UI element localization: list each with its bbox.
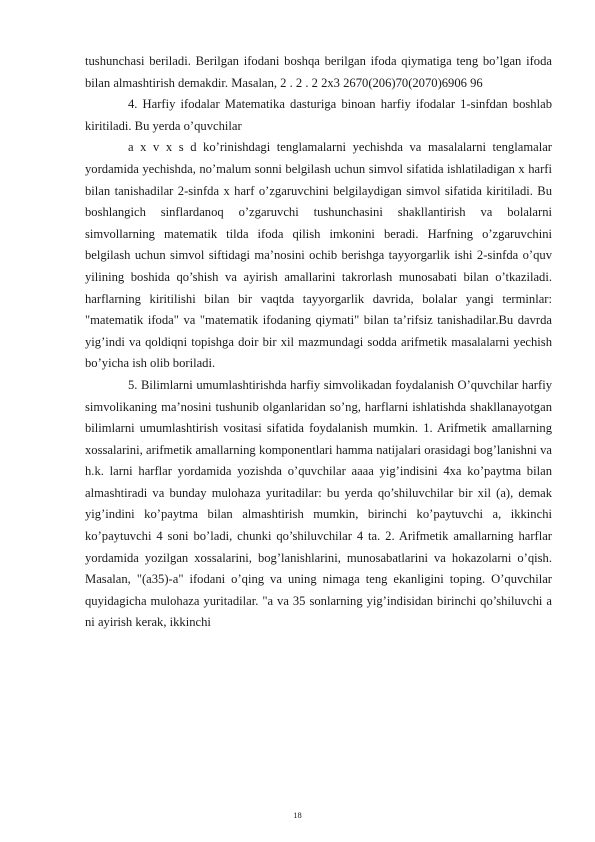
paragraph-4: 5. Bilimlarni umumlashtirishda harfiy simvolikadan foydalanish O’quvchilar harfiy simvolikaning ma’nosini tushunib olganlaridan so’ng, harflarni ishlatishda shakllanayotgan bilimlarni umumlashtirish vositasi sifatida foydalanish mumkin. 1. Arifmetik amallarning xossalarini, arifmetik amallarning komponentlari hamma natijalari orasidagi bog’lanishni va h.k. larni harflar yordamida yozishda o’quvchilar aaaa yig’indisini 4xa ko’paytma bilan almashtiradi va bunday mulohaza yuritadilar: bu yerda qo’shiluvchilar bir xil (a), demak yig’indini ko’paytma bilan almashtirish mumkin, birinchi ko’paytuvchi a, ikkinchi ko’paytuvchi 4 soni bo’ladi, chunki qo’shiluvchilar 4 ta. 2. Arifmetik amallarning harflar yordamida yozilgan xossalarini, bog’lanishlarini, munosabatlarini va hokazolarni o’qish. Masalan, "(a35)-a" ifodani o’qing va uning nimaga teng ekanligini toping. O’quvchilar quyidagicha mulohaza yuritadilar. "a va 35 sonlarning yig’indisidan birinchi qo’shiluvchi a ni ayirish kerak, ikkinchi	[85, 377, 552, 630]
body-text	[85, 51, 552, 634]
paragraph-3: a x v x s d ko’rinishdagi tenglamalarni yechishda va masalalarni tenglamalar yordamida yechishda, no’malum sonni belgilash uchun simvol sifatida ishlatiladigan x harfi bilan tanishadilar 2-sinfda x harf o’zgaruvchini belgilaydigan simvol sifatida kiritiladi. Bu boshlangich sinflardanoq o’zgaruvchi tushunchasini shakllantirish va bolalarni simvollarning matematik tilda ifoda qilish imkonini beradi. Harfning o’zgaruvchini belgilash uchun simvol siftidagi ma’nosini ochib berishga tayyorgarlik ishi 2-sinfda o’quv yilining boshida qo’shish va ayirish amallarini takrorlash munosabati bilan o’tkaziladi. harflarning kiritilishi bilan bir vaqtda tayyorgarlik davrida, bolalar yangi terminlar: "matematik ifoda" va "matematik ifodaning qiymati" bilan ta’rifsiz tanishadilar.Bu davrda yig’indi va qoldiqni topishga doir bir xil mazmundagi sodda arifmetik masalalarni yechish bo’yicha ish olib boriladi.	[85, 140, 552, 371]
paragraph-2: 4. Harfiy ifodalar Matematika dasturiga binoan harfiy ifodalar 1-sinfdan boshlab kiritiladi. Bu yerda o’quvchilar	[85, 97, 552, 133]
paragraph-1: tushunchasi beriladi. Berilgan ifodani boshqa berilgan ifoda qiymatiga teng bo’lgan ifoda bilan almashtirish demakdir. Masalan, 2 . 2 . 2 2x3 2670(206)70(2070)6906 96	[85, 54, 552, 90]
page-number: 18	[293, 810, 302, 820]
